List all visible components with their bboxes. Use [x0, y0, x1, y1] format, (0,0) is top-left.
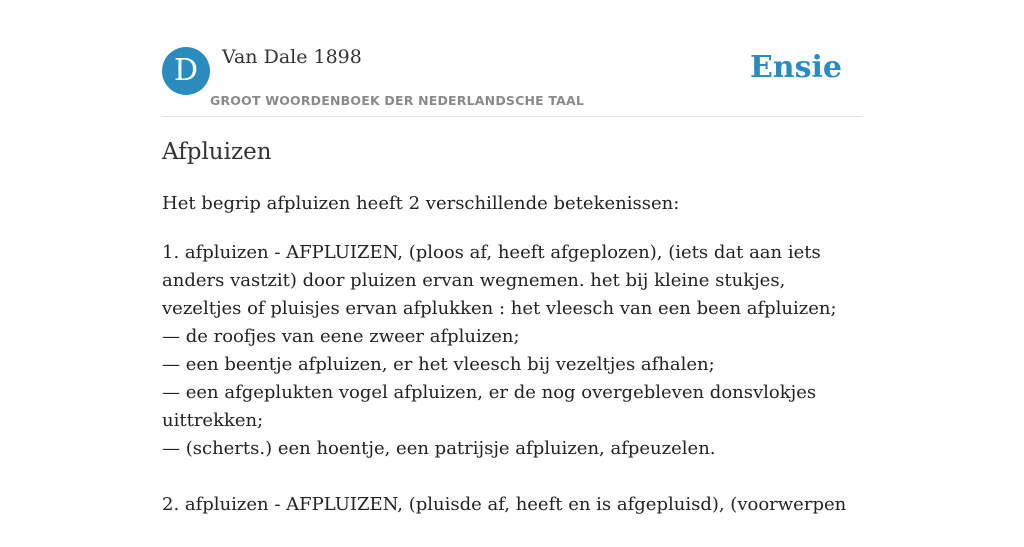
entry-title: Afpluizen [162, 139, 272, 165]
dictionary-subtitle: GROOT WOORDENBOEK DER NEDERLANDSCHE TAAL [210, 93, 585, 108]
definition-line: 2. afpluizen - AFPLUIZEN, (pluisde af, heeft en is afgepluisd), (voorwerpen [162, 494, 847, 515]
page-container [162, 0, 862, 515]
definition-line: — een afgeplukten vogel afpluizen, er de nog overgebleven donsvlokjes uittrekken; [162, 382, 817, 431]
definition-line: — (scherts.) een hoentje, een patrijsje afpluizen, afpeuzelen. [162, 438, 716, 459]
definition-line: 1. afpluizen - AFPLUIZEN, (ploos af, heeft afgeplozen), (iets dat aan iets anders vastzit) door pluizen ervan wegnemen. het bij kleine stukjes, vezeltjes of pluisjes ervan afplukken : het vleesch van een been afpluizen; [162, 242, 837, 319]
entry-intro: Het begrip afpluizen heeft 2 verschillende betekenissen: [162, 193, 680, 214]
dictionary-title[interactable]: Van Dale 1898 [222, 46, 362, 68]
definitions-list [162, 239, 862, 547]
definition-2 [162, 491, 862, 519]
dictionary-logo-icon[interactable]: D [162, 47, 210, 95]
definition-1 [162, 239, 862, 463]
site-header [162, 0, 862, 117]
definition-line: — de roofjes van eene zweer afpluizen; [162, 326, 520, 347]
definition-line: — een beentje afpluizen, er het vleesch bij vezeltjes afhalen; [162, 354, 715, 375]
ensie-brand-logo[interactable]: Ensie [749, 50, 842, 85]
